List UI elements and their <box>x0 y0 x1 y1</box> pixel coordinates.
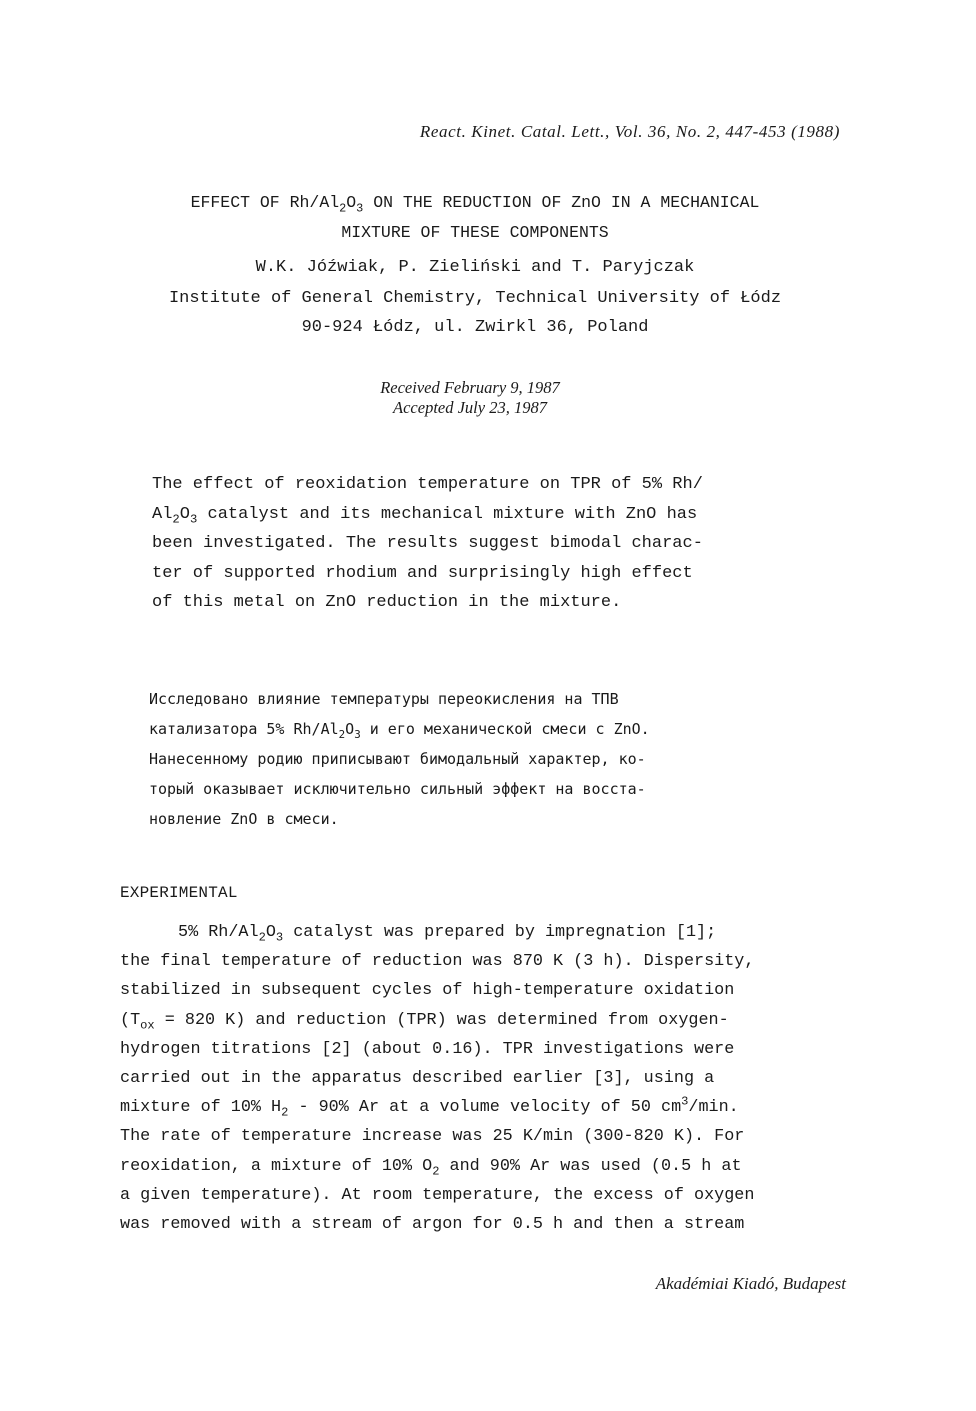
accepted-date: Accepted July 23, 1987 <box>393 398 547 417</box>
body-line: the final temperature of reduction was 870 K (3 h). Dispersity, <box>120 952 755 972</box>
abstract-line: of this metal on ZnO reduction in the mixture. <box>152 593 622 612</box>
received-date: Received February 9, 1987 <box>380 378 560 397</box>
abstract-line: ter of supported rhodium and surprisingly high effect <box>152 563 693 583</box>
abstract-line: been investigated. The results suggest bimodal charac- <box>152 534 703 553</box>
abstract-line: The effect of reoxidation temperature on TPR of 5% Rh/ <box>152 475 703 494</box>
article-title <box>0 188 950 248</box>
body-line: The rate of temperature increase was 25 K/min (300-820 K). For <box>120 1127 745 1147</box>
title-line-2: MIXTURE OF THESE COMPONENTS <box>341 223 609 242</box>
affiliation-line-1: Institute of General Chemistry, Technical University of Łódz <box>168 289 782 308</box>
section-heading-experimental: EXPERIMENTAL <box>120 884 238 902</box>
body-line: hydrogen titrations [2] (about 0.16). TPR investigations were <box>120 1039 735 1059</box>
title-line-1: EFFECT OF $Rh/Al_2O_3$ ON THE REDUCTION OF ZnO IN A MECHANICAL <box>190 193 760 216</box>
experimental-body <box>120 918 880 1239</box>
abstract-ru-line: новление ZnO в смеси. <box>149 810 339 828</box>
abstract-ru-line: торый оказывает исключительно сильный эффект на восста- <box>149 780 646 798</box>
affiliation-line-2: 90-924 Łódz, ul. Zwirkl 36, Poland <box>301 318 649 337</box>
publisher-footer: Akadémiai Kiadó, Budapest <box>655 1274 846 1293</box>
body-line: ($T_{ox} = 820$ K) and reduction (TPR) was determined from oxygen- <box>120 1010 729 1032</box>
abstract-ru-line: катализатора 5% $Rh/Al_2O_3$ и его механической смеси с ZnO. <box>149 720 650 741</box>
authors: W.K. Jóźwiak, P. Zieliński and T. Paryjczak <box>255 258 695 277</box>
abstract-ru-line: Исследовано влияние температуры переокисления на ТПВ <box>149 690 619 708</box>
body-line: carried out in the apparatus described earlier [3], using a <box>120 1068 715 1088</box>
dates-block <box>0 378 940 418</box>
abstract-english <box>152 470 812 618</box>
body-line: mixture of 10% $H_2 - 90\%$ Ar at a volume velocity of 50 $cm^3/\min$. <box>120 1094 739 1120</box>
body-line: was removed with a stream of argon for 0.5 h and then a stream <box>120 1214 745 1234</box>
body-line: reoxidation, a mixture of 10% $O_2$ and 90% Ar was used (0.5 h at <box>120 1156 742 1178</box>
abstract-line: $Al_2O_3$ catalyst and its mechanical mixture with ZnO has <box>152 504 698 526</box>
body-line: 5% $Rh/Al_2O_3$ catalyst was prepared by impregnation [1]; <box>178 923 717 945</box>
abstract-ru-line: Нанесенному родию приписывают бимодальный характер, ко- <box>149 750 646 768</box>
body-line: stabilized in subsequent cycles of high-temperature oxidation <box>120 981 735 1001</box>
abstract-russian <box>149 684 829 834</box>
journal-citation: React. Kinet. Catal. Lett., Vol. 36, No. 2, 447-453 (1988) <box>419 122 840 141</box>
body-line: a given temperature). At room temperature, the excess of oxygen <box>120 1185 755 1205</box>
